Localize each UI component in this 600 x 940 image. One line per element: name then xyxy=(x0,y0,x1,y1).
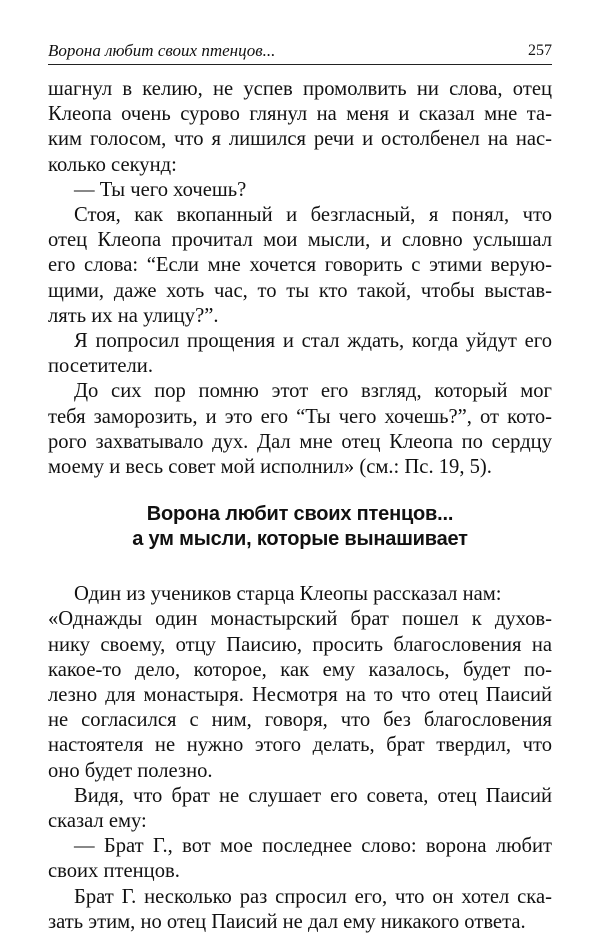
text-line: рого захватывало дух. Дал мне отец Клеопа по сердцу xyxy=(48,430,552,453)
text-line: Клеопа очень сурово глянул на меня и сказал мне та- xyxy=(48,103,552,126)
text-line: колько секунд: xyxy=(48,153,177,176)
text-line: посетители. xyxy=(48,355,153,378)
text-line: его слова: “Если мне хочется говорить с этими верую- xyxy=(48,254,552,277)
page-number: 257 xyxy=(528,42,552,59)
heading-line-1: Ворона любит своих птенцов... xyxy=(146,503,454,526)
text-line: Стоя, как вкопанный и безгласный, я понял, что xyxy=(74,204,552,227)
body-text-section xyxy=(48,582,552,935)
text-line: — Ты чего хочешь? xyxy=(74,178,247,201)
text-line: какое-то дело, которое, как ему казалось, будет по- xyxy=(48,658,552,681)
text-line: зать этим, но отец Паисий не дал ему никакого ответа. xyxy=(48,910,526,933)
text-line: своих птенцов. xyxy=(48,860,180,883)
text-line: лезно для монастыря. Несмотря на то что отец Паисий xyxy=(48,684,552,707)
running-title: Ворона любит своих птенцов... xyxy=(48,41,276,60)
text-line: Один из учеников старца Клеопы рассказал нам: xyxy=(74,583,502,606)
text-line: До сих пор помню этот его взгляд, который мог xyxy=(74,380,552,403)
text-line: моему и весь совет мой исполнил» (см.: Пс. 19, 5). xyxy=(48,456,492,479)
heading-line-2: а ум мысли, которые вынашивает xyxy=(132,528,468,551)
running-head xyxy=(48,38,552,65)
text-line: ким голосом, что я лишился речи и остолбенел на нас- xyxy=(48,128,552,151)
text-line: оно будет полезно. xyxy=(48,759,213,782)
text-line: Видя, что брат не слушает его совета, отец Паисий xyxy=(74,784,552,807)
text-line: настоятеля не нужно этого делать, брат твердил, что xyxy=(48,734,552,757)
text-line: сказал ему: xyxy=(48,810,147,833)
text-line: не согласился с ним, говоря, что без благословения xyxy=(48,709,552,732)
text-line: нику своему, отцу Паисию, просить благословения на xyxy=(48,633,552,656)
text-line: — Брат Г., вот мое последнее слово: ворона любит xyxy=(74,835,552,858)
text-line: тебя заморозить, и это его “Ты чего хочешь?”, от кото- xyxy=(48,405,552,428)
text-line: лять их на улицу?”. xyxy=(48,304,219,327)
book-page xyxy=(48,38,552,935)
text-line: Я попросил прощения и стал ждать, когда уйдут его xyxy=(74,330,552,353)
text-line: «Однажды один монастырский брат пошел к духов- xyxy=(48,608,552,631)
section-heading xyxy=(48,502,552,552)
body-text-continued xyxy=(48,77,552,480)
text-line: Брат Г. несколько раз спросил его, что он хотел ска- xyxy=(74,885,552,908)
text-line: отец Клеопа прочитал мои мысли, и словно услышал xyxy=(48,229,552,252)
text-line: шагнул в келию, не успев промолвить ни слова, отец xyxy=(48,78,552,100)
text-line: щими, даже хоть час, то ты кто такой, чтобы выстав- xyxy=(48,279,552,302)
